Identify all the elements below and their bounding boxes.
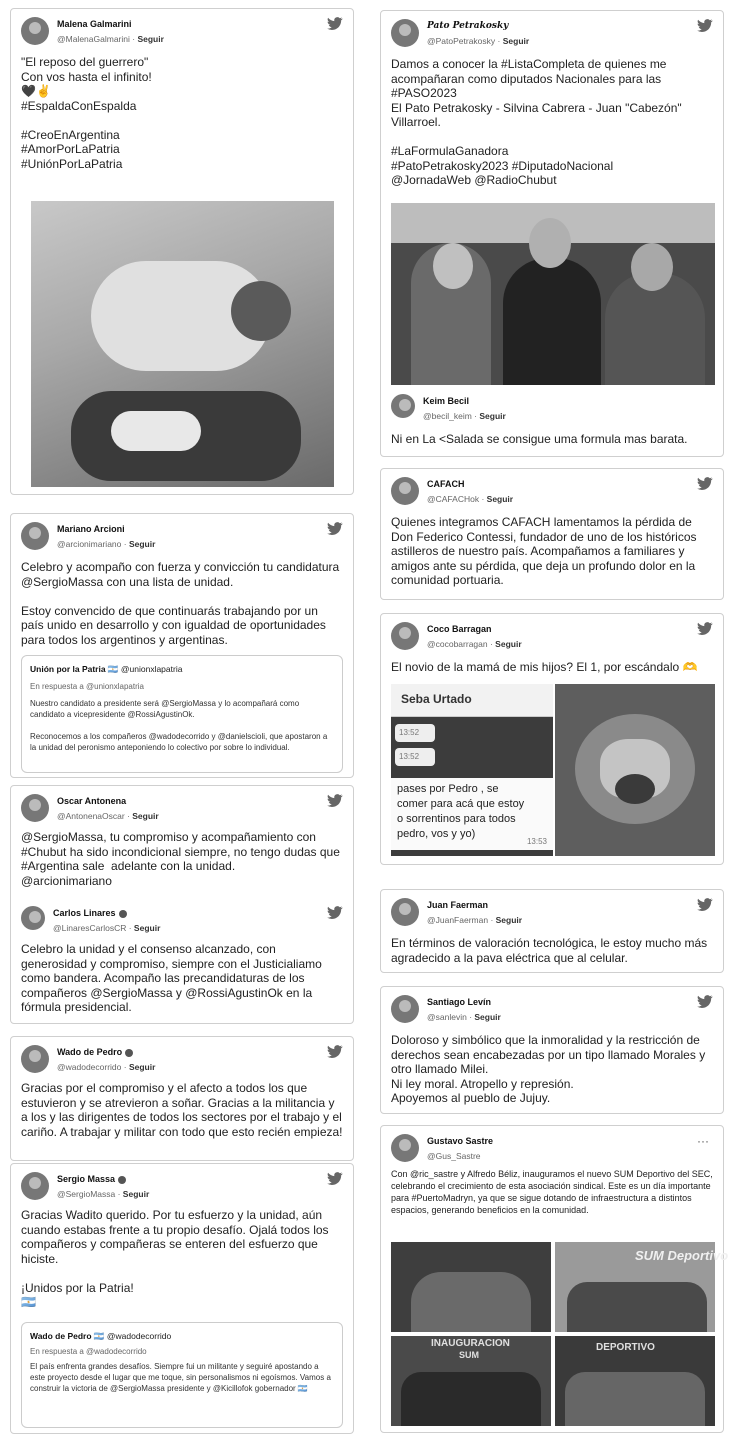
quoted-text: El país enfrenta grandes desafíos. Siempre fui un militante y seguiré apostando a este proyecto desde el lugar que me toque, sin personalismos ni egoísmos. Vamos a construir la victoria de @SergioMassa presidente y @Kicillofok gobernador 🇦🇷 [30,1362,334,1393]
avatar[interactable] [391,995,419,1023]
tweet-header [391,995,713,1027]
tweet-header [391,898,713,930]
avatar[interactable] [391,622,419,650]
tweet-header [21,522,343,554]
twitter-bird-icon[interactable] [697,898,713,912]
verified-badge-icon [119,910,127,918]
tweet-card [10,8,354,495]
tweet-text: Doloroso y simbólico que la inmoralidad y la restricción de derechos sean encabezadas por un tipo llamado Morales y otro llamado Milei. Ni ley moral. Atropello y represión. Apoyemos al pueblo de Jujuy. [391,1033,706,1105]
avatar[interactable] [21,1172,49,1200]
follow-button[interactable]: Seguir [479,411,506,421]
photo-grid[interactable] [391,1242,729,1426]
author-name[interactable]: Sergio Massa [57,1174,126,1184]
tweet-card [10,513,354,778]
tweet-header [391,19,713,51]
author-name[interactable]: Mariano Arcioni [57,524,125,534]
chat-time: 13:52 [399,752,420,761]
chat-screenshot[interactable] [391,684,553,856]
tweet-text: Gracias Wadito querido. Por tu esfuerzo y la unidad, aún cuando estabas frente a tu propio desafío. Ojalá todos los compañeros y compañeras se enteren del esfuerzo que hiciste. ¡Unidos por la Patria! 🇦🇷 [21,1208,329,1309]
chat-contact-name: Seba Urtado [401,692,472,706]
author-handle: @JuanFaerman · Seguir [427,915,523,925]
quoted-author: Wado de Pedro 🇦🇷 @wadodecorrido [30,1331,172,1341]
tweet-text: El novio de la mamá de mis hijos? El 1, por escándalo 🫶 [391,660,698,674]
author-handle: @SergioMassa · Seguir [57,1189,150,1199]
author-name[interactable]: Wado de Pedro [57,1047,133,1057]
tweet-header [21,794,343,826]
reply-tweet [391,394,713,424]
follow-button[interactable]: Seguir [474,1012,501,1022]
tweet-header [391,477,713,509]
reply-to-label: En respuesta a @unionxlapatria [30,682,144,691]
author-name[interactable]: Coco Barragan [427,624,492,634]
twitter-bird-icon[interactable] [697,995,713,1009]
author-name[interactable]: Keim Becil [423,396,470,406]
more-options-icon[interactable]: ··· [697,1134,709,1148]
tweet-text: Ni en La <Salada se consigue uma formula mas barata. [391,432,688,446]
twitter-bird-icon[interactable] [327,1172,343,1186]
twitter-bird-icon[interactable] [697,19,713,33]
tweet-card [380,889,724,973]
avatar[interactable] [21,1045,49,1073]
photo-banner-text: SUM [459,1350,479,1360]
twitter-bird-icon[interactable] [697,622,713,636]
photo-banner-text: DEPORTIVO [596,1342,655,1353]
photo-sign: SUM Deportivo [635,1248,729,1263]
quoted-text: Nuestro candidato a presidente será @SergioMassa y lo acompañará como candidato a vicepresidente @RossiAgustinOk. Reconocemos a los compañeros @wadodecorrido y @danielscioli, que apostaron a la unidad del peronismo anteponiendo lo colectivo por sobre lo individual. [30,699,328,752]
author-name[interactable]: Gustavo Sastre [427,1136,494,1146]
avatar[interactable] [21,794,49,822]
chat-time: 13:52 [399,728,420,737]
follow-button[interactable]: Seguir [128,539,156,549]
follow-button[interactable]: Seguir [495,915,523,925]
author-name[interactable]: Juan Faerman [427,900,489,910]
quoted-tweet[interactable] [21,655,343,773]
author-handle: @PatoPetrakosky · Seguir [427,36,530,46]
follow-button[interactable]: Seguir [122,1189,150,1199]
tweet-text: Con @ric_sastre y Alfredo Béliz, inauguramos el nuevo SUM Deportivo del SEC, celebrando el crecimiento de esta asociación sindical. Este es un día importante para #PuertoMadryn, ya que se sigue dotando de infraestructura a distintos espacios, generando beneficios en la comunidad. [391,1169,716,1215]
tweet-text: Celebro y acompaño con fuerza y convicción tu candidatura @SergioMassa con una lista de unidad. Estoy convencido de que continuarás trabajando por un país unido en desarrollo y con igualdad de oportunidades para todos los argentinos y argentinas. [21,560,340,647]
avatar[interactable] [391,394,415,418]
photo-banner-text: INAUGURACION [431,1338,510,1349]
author-handle: @sanlevin · Seguir [427,1012,501,1022]
follow-button[interactable]: Seguir [502,36,530,46]
tweet-card [380,986,724,1114]
reply-to-label: En respuesta a @wadodecorrido [30,1347,147,1356]
author-name[interactable]: CAFACH [427,479,465,489]
verified-badge-icon [125,1049,133,1057]
tweet-card [380,613,724,865]
author-name[interactable]: Santiago Levín [427,997,492,1007]
quoted-tweet[interactable] [21,1322,343,1428]
follow-button[interactable]: Seguir [132,811,159,821]
avatar[interactable] [21,522,49,550]
tweet-header [391,1134,713,1166]
twitter-bird-icon[interactable] [697,477,713,491]
tweet-card [380,1125,729,1433]
avatar[interactable] [391,898,419,926]
chat-message: pases por Pedro , se comer para acá que estoy o sorrentinos para todos pedro, vos y yo) [397,783,525,840]
tweet-text: @SergioMassa, tu compromiso y acompañamiento con #Chubut ha sido incondicional siempre, no tengo dudas que #Argentina sale adelante con la unidad. @arcionimariano [21,830,340,888]
twitter-bird-icon[interactable] [327,906,343,920]
chat-time: 13:53 [526,837,547,846]
author-name[interactable]: Malena Galmarini [57,19,132,29]
tweet-card [380,468,724,600]
author-handle: @cocobarragan · Seguir [427,639,522,649]
verified-badge-icon [118,1176,126,1184]
tweet-header [391,622,713,654]
follow-button[interactable]: Seguir [486,494,514,504]
tweet-card [10,785,354,1024]
follow-button[interactable]: Seguir [133,923,161,933]
reply-tweet [21,906,343,936]
follow-button[interactable]: Seguir [128,1062,156,1072]
twitter-bird-icon[interactable] [327,522,343,536]
avatar[interactable] [391,1134,419,1162]
tweet-text: Gracias por el compromiso y el afecto a todos los que estuvieron y se atrevieron a soñar. Gracias a la militancia y a los y las dirigentes de todos los sectores por el trabajo y el cariño. A trabajar y militar con todo que esto recién empieza! [21,1081,346,1139]
twitter-bird-icon[interactable] [327,1045,343,1059]
tweet-header [21,1172,343,1204]
twitter-bird-icon[interactable] [327,794,343,808]
author-handle: @arcionimariano · Seguir [57,539,156,549]
author-handle: @MalenaGalmarini · Seguir [57,34,164,44]
quoted-author: Unión por la Patria 🇦🇷 @unionxlapatria [30,664,183,674]
tweet-card [380,10,724,457]
author-handle: @LinaresCarlosCR · Seguir [53,923,161,933]
author-name[interactable]: Carlos Linares [53,908,127,918]
author-name[interactable]: Pato Petrakosky [427,21,509,31]
tweet-photo[interactable] [31,201,334,487]
tweet-text: En términos de valoración tecnológica, le estoy mucho más agradecido a la pava eléctrica que al celular. [391,936,711,965]
author-handle: @becil_keim · Seguir [423,411,506,421]
tweet-text: Quienes integramos CAFACH lamentamos la pérdida de Don Federico Contessi, fundador de uno de los históricos astilleros de nuestro país. Acompañamos a familiares y amigos ante su pérdida, que deja un profundo dolor en la comunidad portuaria. [391,515,700,587]
follow-button[interactable]: Seguir [495,639,522,649]
author-handle: @CAFACHok · Seguir [427,494,514,504]
tweet-header [21,17,343,49]
twitter-bird-icon[interactable] [327,17,343,31]
tweet-text: "El reposo del guerrero" Con vos hasta el infinito! 🖤✌️ #EspaldaConEspalda #CreoEnArgentina #AmorPorLaPatria #UniónPorLaPatria [21,55,152,171]
tweet-card [10,1163,354,1434]
food-photo[interactable] [555,684,715,856]
avatar[interactable] [391,477,419,505]
tweet-photo[interactable] [391,203,715,385]
author-handle: @wadodecorrido · Seguir [57,1062,156,1072]
tweet-card [10,1036,354,1161]
avatar[interactable] [21,17,49,45]
avatar[interactable] [21,906,45,930]
author-name[interactable]: Oscar Antonena [57,796,127,806]
avatar[interactable] [391,19,419,47]
follow-button[interactable]: Seguir [137,34,164,44]
tweet-header [21,1045,343,1077]
author-handle: @Gus_Sastre [427,1151,481,1161]
author-handle: @AntonenaOscar · Seguir [57,811,159,821]
tweet-text: Damos a conocer la #ListaCompleta de quienes me acompañaran como diputados Nacionales para las #PASO2023 El Pato Petrakosky - Silvina Cabrera - Juan "Cabezón" Villarroel. #LaFormulaGanadora #PatoPetrakosky2023 #DiputadoNacional @JornadaWeb @RadioChubut [391,57,682,187]
tweet-text: Celebro la unidad y el consenso alcanzado, con generosidad y compromiso, siempre con el Justicialiamo como bandera. Acompaño las precandidaturas de los compañeros @SergioMassa y @RossiAgustinOk en la fórmula presidencial. [21,942,326,1014]
